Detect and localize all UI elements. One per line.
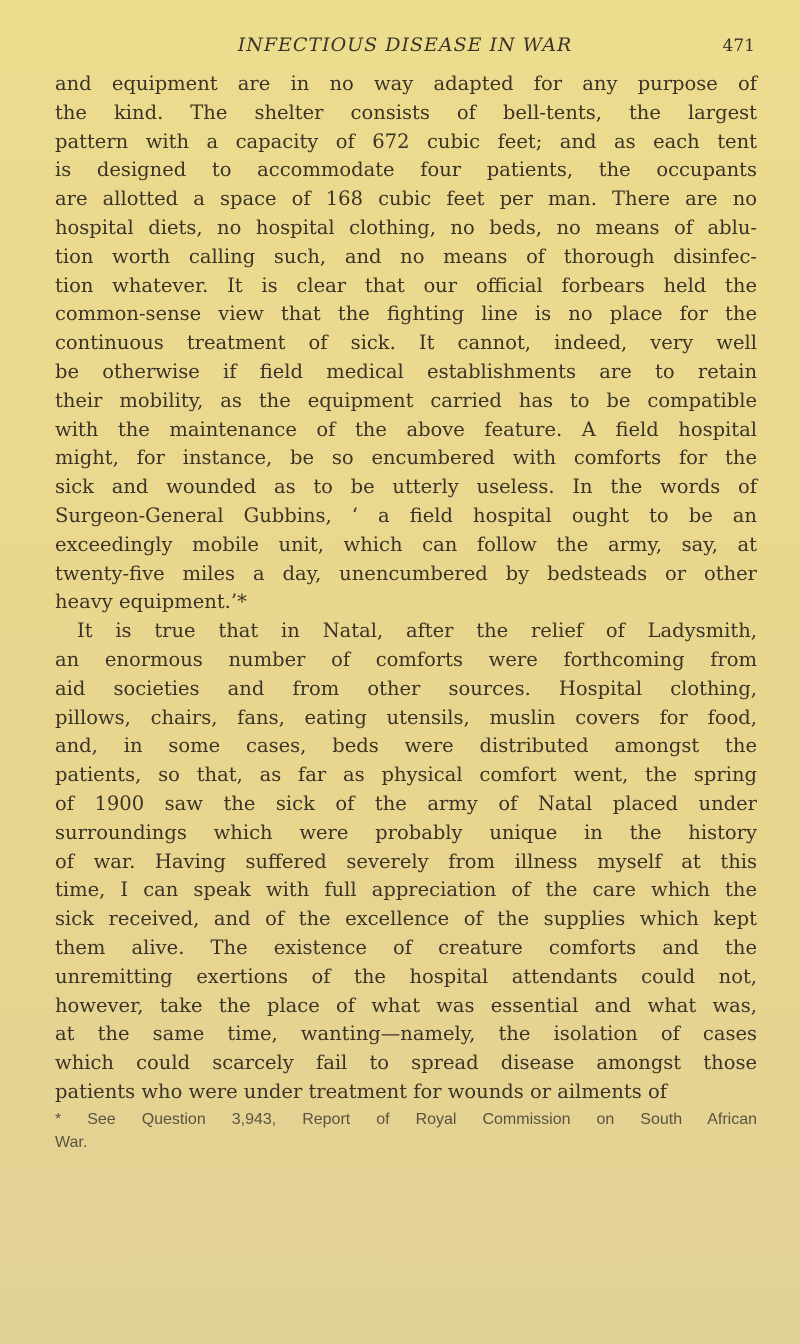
text-line: tion worth calling such, and no means of thorough disinfec- [55, 244, 757, 268]
text-line: are allotted a space of 168 cubic feet per man. There are no [55, 187, 757, 211]
footnote-line: War. [55, 1134, 88, 1151]
text-line: be otherwise if field medical establishments are to retain [55, 359, 757, 383]
footnote [55, 1108, 757, 1154]
text-line: time, I can speak with full appreciation of the care which the [55, 878, 757, 902]
text-line: common-sense view that the fighting line is no place for the [55, 302, 757, 326]
page-number: 471 [722, 36, 755, 56]
text-line: them alive. The existence of creature comforts and the [55, 935, 757, 959]
text-line: which could scarcely fail to spread disease amongst those [55, 1051, 757, 1075]
text-line: might, for instance, be so encumbered with comforts for the [55, 446, 757, 470]
footnote-line: * See Question 3,943, Report of Royal Commission on South African [55, 1111, 757, 1128]
text-line: unremitting exertions of the hospital attendants could not, [55, 964, 757, 988]
text-line: and, in some cases, beds were distributed amongst the [55, 734, 757, 758]
text-line: continuous treatment of sick. It cannot, indeed, very well [55, 331, 757, 355]
text-line: Surgeon-General Gubbins, ‘ a field hospital ought to be an [55, 503, 757, 527]
text-line: of 1900 saw the sick of the army of Natal placed under [55, 791, 757, 815]
text-line: heavy equipment.’* [55, 590, 247, 614]
text-line: is designed to accommodate four patients, the occupants [55, 158, 757, 182]
running-header [55, 34, 755, 60]
text-line: exceedingly mobile unit, which can follow the army, say, at [55, 532, 757, 556]
text-line: tion whatever. It is clear that our official forbears held the [55, 273, 757, 297]
text-line: the kind. The shelter consists of bell-tents, the largest [55, 100, 757, 124]
text-line: surroundings which were probably unique in the history [55, 820, 757, 844]
text-line: twenty-five miles a day, unencumbered by bedsteads or other [55, 561, 757, 585]
text-line: with the maintenance of the above feature. A field hospital [55, 417, 757, 441]
text-line: an enormous number of comforts were forthcoming from [55, 647, 757, 671]
text-line: at the same time, wanting—namely, the isolation of cases [55, 1022, 757, 1046]
body-text [55, 70, 757, 1107]
text-line: pillows, chairs, fans, eating utensils, muslin covers for food, [55, 705, 757, 729]
text-line: pattern with a capacity of 672 cubic feet; and as each tent [55, 129, 757, 153]
text-line: sick and wounded as to be utterly useless. In the words of [55, 475, 757, 499]
text-line: aid societies and from other sources. Hospital clothing, [55, 676, 757, 700]
text-line: of war. Having suffered severely from illness myself at this [55, 849, 757, 873]
text-line: their mobility, as the equipment carried has to be compatible [55, 388, 757, 412]
text-line: hospital diets, no hospital clothing, no beds, no means of ablu- [55, 215, 757, 239]
running-title: INFECTIOUS DISEASE IN WAR [237, 34, 573, 56]
text-line: patients, so that, as far as physical comfort went, the spring [55, 763, 757, 787]
text-line: patients who were under treatment for wounds or ailments of [55, 1079, 667, 1103]
text-line: sick received, and of the excellence of the supplies which kept [55, 907, 757, 931]
text-line: It is true that in Natal, after the relief of Ladysmith, [77, 619, 757, 643]
text-line: and equipment are in no way adapted for any purpose of [55, 72, 757, 95]
text-line: however, take the place of what was essential and what was, [55, 993, 757, 1017]
